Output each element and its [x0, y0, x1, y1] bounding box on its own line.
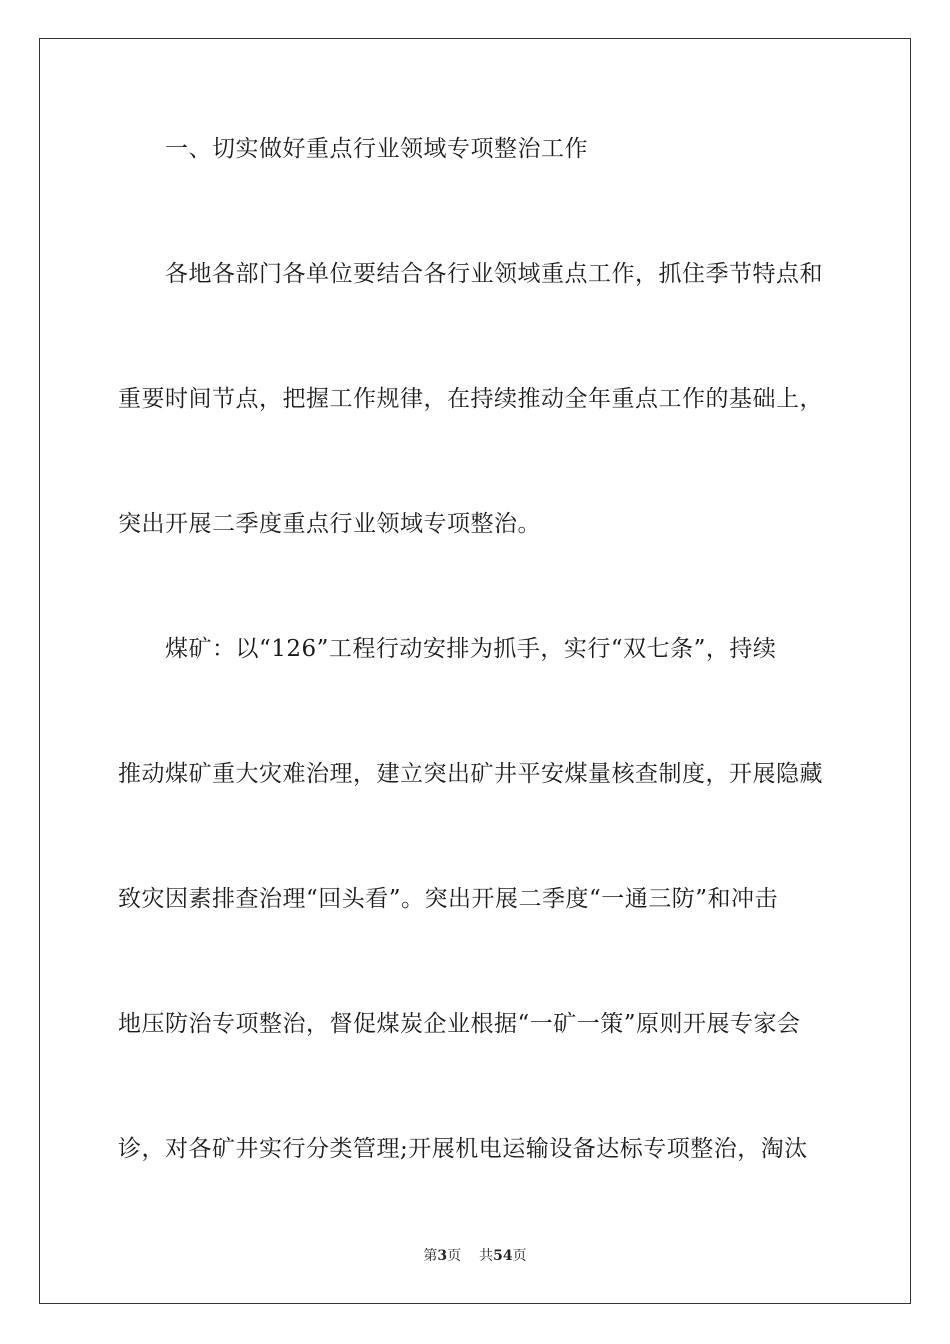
paragraph-line-3: 突出开展二季度重点行业领域专项整治。	[118, 511, 541, 537]
footer-page-prefix: 第	[423, 1248, 438, 1264]
footer-page-number: 3	[437, 1248, 448, 1264]
page-footer	[0, 1247, 950, 1265]
paragraph-line-1: 各地各部门各单位要结合各行业领域重点工作，抓住季节特点和	[165, 261, 823, 287]
paragraph-line-8: 诊，对各矿井实行分类管理;开展机电运输设备达标专项整治，淘汰	[118, 1136, 808, 1162]
paragraph-line-7: 地压防治专项整治，督促煤炭企业根据“一矿一策”原则开展专家会	[118, 1011, 801, 1037]
footer-total-pages: 54	[493, 1248, 513, 1264]
footer-total-suffix: 页	[512, 1248, 527, 1264]
paragraph-line-2: 重要时间节点，把握工作规律，在持续推动全年重点工作的基础上，	[118, 386, 823, 412]
footer-page-suffix: 页	[447, 1248, 462, 1264]
section-heading: 一、切实做好重点行业领域专项整治工作	[165, 136, 588, 162]
paragraph-line-5: 推动煤矿重大灾难治理，建立突出矿井平安煤量核查制度，开展隐藏	[118, 761, 823, 787]
page-border	[39, 38, 911, 1304]
footer-total-prefix: 共	[479, 1248, 494, 1264]
paragraph-line-6: 致灾因素排查治理“回头看”。突出开展二季度“一通三防”和冲击	[118, 886, 779, 912]
paragraph-line-4: 煤矿：以“126”工程行动安排为抓手，实行“双七条”，持续	[165, 636, 777, 662]
